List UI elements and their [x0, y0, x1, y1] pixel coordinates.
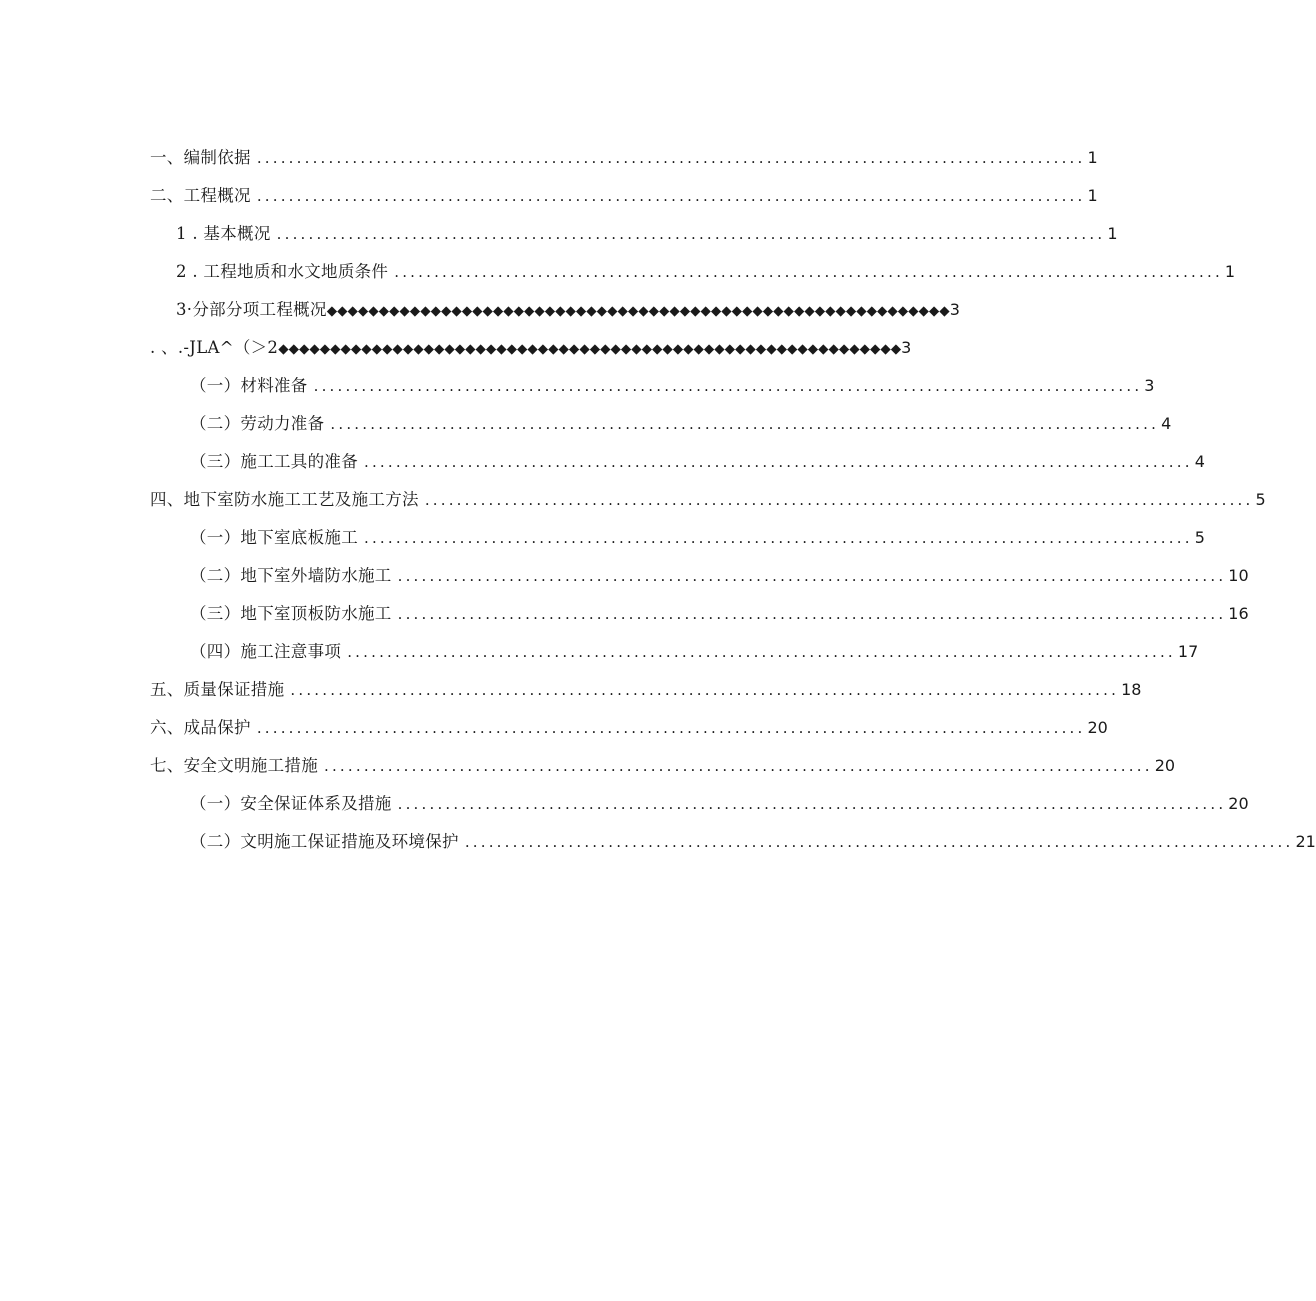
toc-entry-14[interactable] [190, 640, 1199, 664]
toc-leader-dots: ........................................................................................................ [256, 149, 1086, 167]
toc-leader-dots: ........................................................................................................ [364, 453, 1193, 471]
toc-entry-label: 二、工程概况 [150, 186, 251, 205]
toc-entry-label: （三）施工工具的准备 [190, 452, 358, 471]
toc-leader-dots: ........................................................................................................ [464, 833, 1294, 851]
toc-page-number: 3 [1144, 376, 1155, 395]
toc-entry-label: （二）地下室外墙防水施工 [190, 566, 392, 585]
toc-leader-dots: ........................................................................................................ [364, 529, 1193, 547]
toc-leader-dots: ........................................................................................................ [330, 415, 1160, 433]
toc-page-number: 5 [1194, 528, 1205, 547]
toc-entry-13[interactable] [190, 602, 1249, 626]
toc-page-number: 20 [1154, 756, 1176, 775]
toc-page-number: 4 [1161, 414, 1172, 433]
toc-leader-dots: ........................................................................................................ [290, 681, 1120, 699]
toc-leader-dots: ........................................................................................................ [347, 643, 1176, 661]
toc-entry-1[interactable] [150, 146, 1098, 170]
toc-entry-label: 七、安全文明施工措施 [150, 756, 318, 775]
toc-page-number: 18 [1121, 680, 1142, 699]
toc-entry-19[interactable] [190, 830, 1316, 854]
toc-entry-17[interactable] [150, 754, 1176, 778]
toc-entry-label: （二）劳动力准备 [190, 414, 325, 433]
toc-leader-dots: ........................................................................................................ [397, 795, 1227, 813]
toc-entry-3[interactable] [176, 222, 1118, 246]
toc-entry-12[interactable] [190, 564, 1249, 588]
toc-page-number: 1 [1224, 262, 1236, 281]
toc-entry-15[interactable] [150, 678, 1142, 702]
toc-entry-9[interactable] [190, 450, 1205, 474]
toc-page-number: 17 [1177, 642, 1199, 661]
toc-entry-16[interactable] [150, 716, 1108, 740]
toc-page-number: 20 [1087, 718, 1108, 737]
toc-page-number: 4 [1194, 452, 1205, 471]
toc-entry-5[interactable] [176, 298, 960, 322]
toc-entry-4[interactable] [176, 260, 1236, 284]
toc-page-number: 1 [1107, 224, 1118, 243]
toc-leader-dots: ........................................................................................................ [276, 225, 1106, 243]
toc-page-number: 5 [1255, 490, 1266, 509]
toc-entry-label: 2 . 工程地质和水文地质条件 [176, 262, 389, 281]
toc-entry-label: . 、.-JLA^（＞2 [150, 338, 279, 357]
toc-leader-dots: ........................................................................................................ [424, 491, 1254, 509]
toc-leader-diamonds: ◆◆◆◆◆◆◆◆◆◆◆◆◆◆◆◆◆◆◆◆◆◆◆◆◆◆◆◆◆◆◆◆◆◆◆◆◆◆◆◆◆◆◆◆◆◆◆◆◆◆◆◆◆◆◆◆◆◆◆◆ [326, 303, 950, 319]
toc-leader-dots: ........................................................................................................ [397, 605, 1227, 623]
toc-leader-dots: ........................................................................................................ [397, 567, 1227, 585]
toc-entry-11[interactable] [190, 526, 1205, 550]
toc-leader-dots: ........................................................................................................ [324, 757, 1153, 775]
toc-entry-6[interactable] [150, 336, 912, 360]
toc-entry-2[interactable] [150, 184, 1098, 208]
toc-page-number: 21 [1295, 832, 1316, 851]
toc-page-number: 3 [901, 338, 912, 357]
toc-entry-label: （二）文明施工保证措施及环境保护 [190, 832, 459, 851]
toc-entry-label: （四）施工注意事项 [190, 642, 342, 661]
toc-entry-label: （一）材料准备 [190, 376, 308, 395]
toc-entry-label: 一、编制依据 [150, 148, 251, 167]
toc-entry-label: （一）安全保证体系及措施 [190, 794, 392, 813]
toc-leader-dots: ........................................................................................................ [394, 263, 1223, 281]
toc-entry-8[interactable] [190, 412, 1172, 436]
toc-entry-label: 1 . 基本概况 [176, 224, 271, 243]
toc-page-number: 20 [1228, 794, 1249, 813]
toc-entry-label: （三）地下室顶板防水施工 [190, 604, 392, 623]
toc-entry-label: 四、地下室防水施工工艺及施工方法 [150, 490, 419, 509]
toc-entry-label: 五、质量保证措施 [150, 680, 285, 699]
toc-entry-10[interactable] [150, 488, 1266, 512]
toc-leader-dots: ........................................................................................................ [256, 187, 1086, 205]
toc-leader-dots: ........................................................................................................ [313, 377, 1143, 395]
toc-page-number: 16 [1228, 604, 1249, 623]
toc-entry-7[interactable] [190, 374, 1155, 398]
toc-entry-label: （一）地下室底板施工 [190, 528, 358, 547]
toc-entry-label: 3·分部分项工程概况 [176, 300, 327, 319]
toc-leader-dots: ........................................................................................................ [256, 719, 1086, 737]
toc-page-number: 1 [1087, 186, 1098, 205]
toc-entry-18[interactable] [190, 792, 1249, 816]
toc-page-number: 10 [1228, 566, 1249, 585]
toc-page-number: 1 [1087, 148, 1098, 167]
toc-page-number: 3 [949, 300, 960, 319]
toc-leader-diamonds: ◆◆◆◆◆◆◆◆◆◆◆◆◆◆◆◆◆◆◆◆◆◆◆◆◆◆◆◆◆◆◆◆◆◆◆◆◆◆◆◆◆◆◆◆◆◆◆◆◆◆◆◆◆◆◆◆◆◆◆◆ [278, 341, 902, 357]
toc-entry-label: 六、成品保护 [150, 718, 251, 737]
